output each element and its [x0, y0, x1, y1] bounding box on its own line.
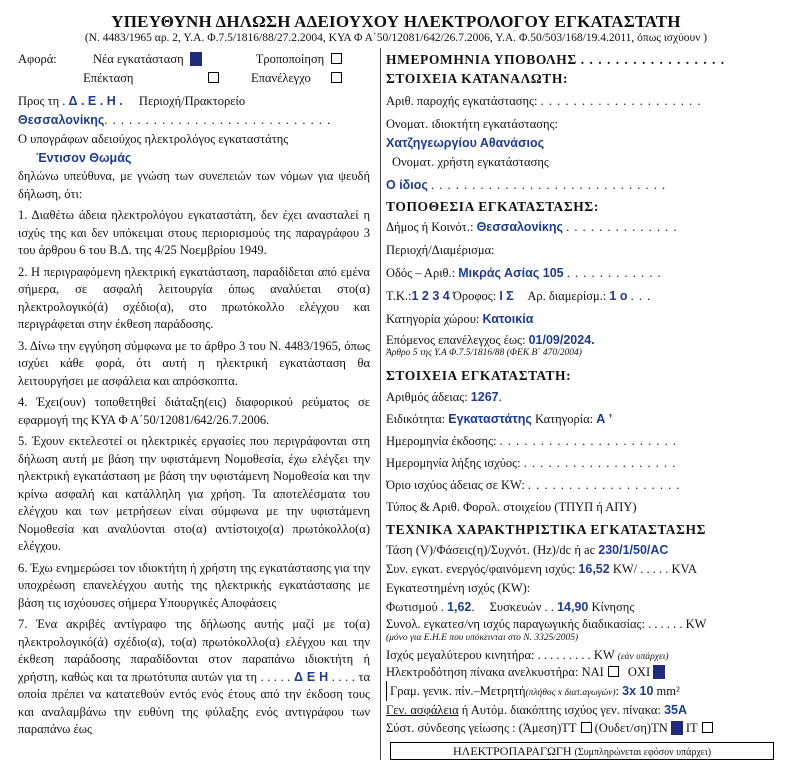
- category-label: Κατηγορία χώρου:: [386, 312, 480, 326]
- specialty-row: [386, 410, 776, 429]
- declaration-paragraphs: [18, 168, 370, 739]
- expiry-row: Ημερομηνία λήξης ισχύος: . . . . . . . . . . . . . . . . . . .: [386, 456, 677, 470]
- next-check-label: Επόμενος επανέλεγχος έως:: [386, 333, 526, 347]
- power-limit-row: Όριο ισχύος άδειας σε KW: . . . . . . . . . . . . . . . . . . .: [386, 478, 681, 492]
- afora-row-2: [18, 69, 370, 88]
- fuse-row: [386, 701, 776, 719]
- recheck-checkbox[interactable]: [331, 72, 342, 83]
- active-row: Συν. εγκατ. ενεργός/φαινόμενη ισχύς: 16,52 KW/ . . . . . KVA: [386, 562, 697, 576]
- fuse-label: Γεν. ασφάλεια: [386, 703, 459, 717]
- supply-row: Αριθ. παροχής εγκατάστασης: . . . . . . . . . . . . . . . . . . . .: [386, 94, 702, 108]
- recheck-label: Επανέλεγχο: [250, 71, 311, 85]
- tech-heading: ΤΕΧΝΙΚΑ ΧΑΡΑΚΤΗΡΙΣΤΙΚΑ ΕΓΚΑΤΑΣΤΑΣΗΣ: [386, 522, 707, 537]
- power-limit-label: Όριο ισχύος άδειας σε KW:: [386, 478, 525, 492]
- earth-it-label: IT: [685, 721, 698, 735]
- earth-tn-label: (Ουδετ/ση)ΤΝ: [594, 721, 668, 735]
- gen-row: Συνολ. εγκατεσ/νη ισχύς παραγωγικής διαδικασίας: . . . . . . KW: [386, 617, 707, 631]
- paragraph-7-deh: Δ Ε Η: [293, 669, 329, 684]
- next-check-row: [386, 333, 776, 347]
- electroproduction-box: [390, 742, 774, 760]
- document-title: ΥΠΕΥΘΥΝΗ ΔΗΛΩΣΗ ΑΔΕΙΟΥΧΟΥ ΗΛΕΚΤΡΟΛΟΓΟΥ ΕΓΚΑΤΑΣΤΑΤΗ: [111, 12, 681, 31]
- earth-tt-checkbox[interactable]: [581, 722, 592, 733]
- license-label: Αριθμός άδειας:: [386, 390, 468, 404]
- signatory-name: Έντισον Θωμάς: [36, 151, 132, 165]
- specialty-value: Εγκαταστάτης: [448, 412, 532, 426]
- earth-tt-label: (Άμεση)ΤΤ: [518, 721, 577, 735]
- issue-row: Ημερομηνία έκδοσης: . . . . . . . . . . . . . . . . . . . . . .: [386, 434, 678, 448]
- license-row: Αριθμός άδειας: 1267.: [386, 390, 502, 404]
- installed-row: Φωτισμού . 1,62. Συσκευών . . 14,90 Κίνησης: [386, 600, 635, 614]
- earth-it-checkbox[interactable]: [702, 722, 713, 733]
- pros-label: Προς τη .: [18, 94, 66, 108]
- gen-label: Συνολ. εγκατεσ/νη ισχύς παραγωγικής διαδικασίας:: [386, 617, 645, 631]
- voltage-label: Τάση (V)/Φάσεις(η)/Συχνότ. (Hz)/dc ή ac: [386, 543, 596, 557]
- document-subtitle: (Ν. 4483/1965 αρ. 2, Υ.Α. Φ.7.5/1816/88/27.2.2004, ΚΥΑ Φ Α΄50/12081/642/26.7.2006, Υ.Α. Φ.50/503/168/19.4.2011, όπως ισχύουν ): [84, 32, 708, 44]
- owner-label: Ονοματ. ιδιοκτήτη εγκατάστασης:: [386, 117, 558, 131]
- signatory-row: [18, 149, 370, 168]
- street-label: Οδός – Αριθ.:: [386, 266, 456, 280]
- submission-date-label: ΗΜΕΡΟΜΗΝΙΑ ΥΠΟΒΟΛΗΣ: [386, 52, 577, 67]
- fuse-mid: ή Αυτόμ. διακόπτης ισχύος γεν. πίνακα:: [461, 703, 661, 717]
- owner-value: Χατζηγεωργίου Αθανάσιος: [386, 136, 545, 150]
- paragraph-7a: 7. Ένα ακριβές αντίγραφο της δήλωσης αυτής μαζί με το(α) ηλεκτρολογικό(ά) σχέδιο(α), το(α) πρωτόκολλο(α) ελέγχου και την έκθεση παράδοσης παραδίδονται στον παραπάνω ιδιοκτήτη ή χρήστη, καθώς και τα πρωτότυπα αυτών για τη: [18, 617, 370, 684]
- motors-label: Ισχύς μεγαλύτερου κινητήρα:: [386, 648, 535, 662]
- pros-row: [18, 92, 370, 111]
- pros-value: Δ . Ε . Η .: [68, 94, 123, 108]
- motors-row: Ισχύς μεγαλύτερου κινητήρα: . . . . . . . . . KW (εάν υπάρχει): [386, 648, 669, 662]
- no-label: ΟΧΙ: [627, 665, 651, 679]
- paragraph-5: 5. Έχουν εκτελεστεί οι ηλεκτρικές εργασίες που περιγράφονται στη δήλωση αυτή με βάση την υφιστάμενη Νομοθεσία, έχω ελέγξει την ηλεκτρική εγκατάσταση με βάση την υφιστάμενη Νομοθεσία και την κρίνω ασφαλή και κατάλληλη για χρήση. Τα αποτελέσματα του ελέγχου και των μετρήσεων είναι σύμφωνα με την υφιστάμενη Νομοθεσία και αναλύονται στο(α) αντίστοιχο(α) πρωτόκολλο(α) ελέγχου.: [18, 434, 370, 553]
- paragraph-3: 3. Δίνω την εγγύηση σύμφωνα με το άρθρο 3 του Ν. 4483/1965, όπως ισχύει κάθε φορά, ότι αυτή η ηλεκτρική εγκατάσταση θα λειτουργήσει με ασφάλεια και απρόσκοπτα.: [18, 338, 370, 388]
- earth-tn-checkbox[interactable]: [671, 721, 683, 735]
- active-value: 16,52: [578, 562, 610, 576]
- declare-text: δηλώνω υπεύθυνα, με γνώση των συνεπειών των νόμων για ψευδή δήλωση, ότι:: [18, 169, 370, 201]
- apt-label: Αρ. διαμερίσμ.:: [527, 289, 607, 303]
- category-value: Κατοικία: [482, 312, 534, 326]
- extension-label: Επέκταση: [83, 71, 134, 85]
- street-value: Μικράς Ασίας 105: [458, 266, 564, 280]
- motors-note: (εάν υπάρχει): [617, 652, 669, 662]
- new-install-checkbox[interactable]: [190, 52, 202, 66]
- municipality-label: Δήμος ή Κοινότ.:: [386, 220, 474, 234]
- afora-row-1: [18, 50, 370, 69]
- paragraph-2: 2. Η περιγραφόμενη ηλεκτρική εγκατάσταση, παραδίδεται από εμένα σήμερα, σε ασφαλή λειτουργία όπως αναλύεται στο(α) ηλεκτρολογικό(ά) σχέδιο(α), στο πρωτόκολλο ελέγχου και περιγράφεται στην έκθεση παράδοσης.: [18, 264, 370, 331]
- line-unit: mm²: [656, 684, 680, 698]
- line-note: (πλήθος x διατ.αγωγών): [525, 688, 616, 698]
- right-column: [386, 50, 776, 737]
- voltage-value: 230/1/50/AC: [598, 543, 669, 557]
- issue-label: Ημερομηνία έκδοσης:: [386, 434, 497, 448]
- consumer-heading: ΣΤΟΙΧΕΙΑ ΚΑΤΑΝΑΛΩΤΗ:: [386, 71, 569, 86]
- area-label: Περιοχή/Διαμέρισμα:: [386, 243, 495, 257]
- specialty-label: Ειδικότητα:: [386, 412, 446, 426]
- category-row: [386, 310, 776, 329]
- line-label: Γραμ. γενικ. πίν.–Μετρητή: [390, 684, 526, 698]
- tax-row: [386, 498, 776, 517]
- devices-label: Συσκευών . .: [489, 600, 554, 614]
- kw-unit: KW/: [612, 562, 638, 576]
- devices-value: 14,90: [557, 600, 589, 614]
- user-value-row: Ο ίδιος . . . . . . . . . . . . . . . . . . . . . . . . . . . . .: [386, 178, 667, 192]
- elevator-yes-checkbox[interactable]: [608, 666, 619, 677]
- elevator-no-checkbox[interactable]: [653, 665, 665, 679]
- elevator-label: Ηλεκτροδότηση πίνακα ανελκυστήρα:: [386, 665, 579, 679]
- region-value: Θεσσαλονίκης: [18, 113, 105, 127]
- gen-note: (μόνο για Ε.Η.Ε που υπόκεινται στο Ν. 3325/2005): [386, 633, 579, 643]
- lighting-value: 1,62: [447, 600, 472, 614]
- user-value: Ο ίδιος: [386, 178, 428, 192]
- left-column: [18, 50, 370, 743]
- line-row: Γραμ. γενικ. πίν.–Μετρητή(πλήθος x διατ.αγωγών): 3x 10 mm²: [386, 681, 776, 701]
- next-check-note: Άρθρο 5 της Υ.Α Φ.7.5/1816/88 (ΦΕΚ Β΄ 470/2004): [386, 348, 582, 358]
- tk-row: Τ.Κ.:1 2 3 4 Όροφος: Ι Σ Αρ. διαμερίσμ.: 1 ο . . .: [386, 289, 652, 303]
- paragraph-1: 1. Διαθέτω άδεια ηλεκτρολόγου εγκαταστάτη, δεν έχει ανασταλεί η ισχύς της και δεν υπόκειμαι στους περιορισμούς της παραγράφου 3 του άρθρου 6 του Β.Δ. της 4/25 Νοεμβρίου 1949.: [18, 208, 370, 257]
- motion-label: Κίνησης: [591, 600, 635, 614]
- user-row: [386, 153, 776, 172]
- cat-label: Κατηγορία:: [535, 412, 594, 426]
- modification-label: Τροποποίηση: [255, 52, 325, 66]
- column-divider: [380, 48, 381, 760]
- signatory-label: Ο υπογράφων αδειούχος ηλεκτρολόγος εγκαταστάτης: [18, 132, 289, 146]
- installed-label: Εγκατεστημένη ισχύς (KW):: [386, 581, 531, 595]
- region-label: Περιοχή/Πρακτορείο: [138, 94, 246, 108]
- earth-label: Σύστ. σύνδεσης γείωσης :: [386, 721, 516, 735]
- municipality-value: Θεσσαλονίκης: [476, 220, 563, 234]
- earth-row: [386, 719, 776, 737]
- modification-checkbox[interactable]: [331, 53, 342, 64]
- paragraph-7b: τα οποία πρέπει να κατατεθούν εντός ενός έτους από την έκδοση τους και αναλαμβάνω την ευθύνη της φύλαξης ενός αντιγράφου των παραπάνω έως: [18, 669, 371, 736]
- yes-label: ΝΑΙ: [581, 665, 604, 679]
- cat-value: Α ’: [596, 412, 613, 426]
- extension-checkbox[interactable]: [208, 72, 219, 83]
- electroproduction-note: (Συμπληρώνεται εφόσον υπάρχει): [574, 747, 712, 758]
- region-row: Θεσσαλονίκης. . . . . . . . . . . . . . . . . . . . . . . . . . . .: [18, 113, 332, 127]
- submission-date-row: ΗΜΕΡΟΜΗΝΙΑ ΥΠΟΒΟΛΗΣ . . . . . . . . . . . . . . . . .: [386, 52, 726, 67]
- active-label: Συν. εγκατ. ενεργός/φαινόμενη ισχύς:: [386, 562, 576, 576]
- lighting-label: Φωτισμού .: [386, 600, 444, 614]
- tk-value: 1 2 3 4: [411, 289, 450, 303]
- user-label: Ονοματ. χρήστη εγκατάστασης: [392, 155, 549, 169]
- supply-label: Αριθ. παροχής εγκατάστασης:: [386, 94, 538, 108]
- electroproduction-label: ΗΛΕΚΤΡΟΠΑΡΑΓΩΓΗ: [452, 744, 572, 758]
- elevator-row: [386, 663, 776, 681]
- tax-label: Τύπος & Αριθ. Φορολ. στοιχείου (ΤΠΥΠ ή ΑΠΥ): [386, 500, 637, 514]
- tk-label: Τ.Κ.:: [386, 289, 412, 303]
- line-value: 3x 10: [622, 684, 654, 698]
- expiry-label: Ημερομηνία λήξης ισχύος:: [386, 456, 521, 470]
- installer-heading: ΣΤΟΙΧΕΙΑ ΕΓΚΑΤΑΣΤΑΤΗ:: [386, 368, 572, 383]
- paragraph-6: 6. Έχω ενημερώσει τον ιδιοκτήτη ή χρήστη της εγκατάστασης για την υποχρέωση επανελέγχου αυτής της ηλεκτρικής εγκατάστασης με βάση τις ισχύουσες σήμερα Υπουργικές Αποφάσεις: [18, 560, 370, 610]
- next-check-value: 01/09/2024.: [528, 333, 595, 347]
- voltage-row: [386, 541, 776, 560]
- gen-unit: KW: [685, 617, 707, 631]
- motors-unit: KW: [593, 648, 615, 662]
- municipality-row: Δήμος ή Κοινότ.: Θεσσαλονίκης . . . . . . . . . . . . . .: [386, 220, 678, 234]
- apt-value: 1 ο: [609, 289, 628, 303]
- paragraph-7: 7. Ένα ακριβές αντίγραφο της δήλωσης αυτής μαζί με το(α) ηλεκτρολογικό(ά) σχέδιο(α), το(α) πρωτόκολλο(α) ελέγχου και την έκθεση παράδοσης παραδίδονται στον παραπάνω ιδιοκτήτη ή χρήστη, καθώς και τα πρωτότυπα αυτών για τη . . . . . Δ Ε Η . . . . τα οποία πρέπει να κατατεθούν εντός ενός έτους από την έκδοση τους και αναλαμβάνω την ευθύνη της φύλαξης ενός αντιγράφου των παραπάνω έως: [18, 617, 371, 736]
- afora-label: Αφορά:: [18, 52, 57, 66]
- floor-label: Όροφος:: [452, 289, 497, 303]
- floor-value: Ι Σ: [499, 289, 514, 303]
- license-value: 1267: [470, 390, 499, 404]
- paragraph-4: 4. Έχει(ουν) τοποθετηθεί διάταξη(εις) διαφορικού ρεύματος σε εφαρμογή της ΚΥΑ Φ Α΄50/12081/642/26.7.2006.: [18, 395, 370, 427]
- new-install-label: Νέα εγκατάσταση: [93, 52, 184, 66]
- street-row: Οδός – Αριθ.: Μικράς Ασίας 105 . . . . . . . . . . . .: [386, 266, 662, 280]
- kva-unit: KVA: [671, 562, 697, 576]
- location-heading: ΤΟΠΟΘΕΣΙΑ ΕΓΚΑΤΑΣΤΑΣΗΣ:: [386, 199, 599, 214]
- fuse-value: 35A: [664, 703, 687, 717]
